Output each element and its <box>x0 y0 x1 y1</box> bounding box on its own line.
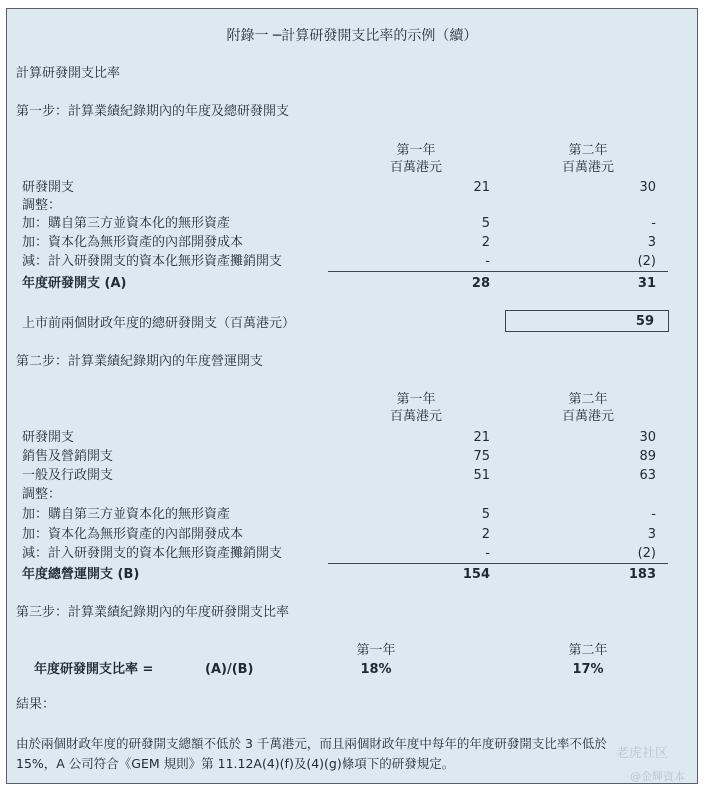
row-year2-value: 30 <box>639 430 656 445</box>
row-year2-value: - <box>651 507 656 522</box>
row-year2-value: - <box>651 216 656 231</box>
step2-year1-header: 第一年 <box>396 392 436 407</box>
ratio-year2-value: 17% <box>572 662 604 677</box>
row-year1-value: 21 <box>473 430 490 445</box>
row-label: 減：計入研發開支的資本化無形資產攤銷開支 <box>22 546 283 561</box>
row-year1-value: 2 <box>481 527 490 542</box>
row-label: 加：購自第三方並資本化的無形資產 <box>22 216 231 231</box>
watermark-handle: @金輝資本 <box>630 770 685 783</box>
total-year2-value: 31 <box>637 276 656 291</box>
ratio-label: 年度研發開支比率 = <box>34 662 154 677</box>
row-label: 研發開支 <box>22 180 75 195</box>
ratio-formula: (A)/(B) <box>205 662 254 677</box>
row-year1-value: 51 <box>473 468 490 483</box>
row-year2-value: (2) <box>637 254 656 269</box>
row-label: 一般及行政開支 <box>22 468 114 483</box>
result-line-2: 15%，A 公司符合《GEM 規則》第 11.12A(4)(f)及(4)(g)條項下的研發規定。 <box>16 756 455 771</box>
row-year1-value: 2 <box>481 235 490 250</box>
subtotal-rule <box>328 563 668 564</box>
step2-year1-unit: 百萬港元 <box>389 409 442 424</box>
row-year1-value: 75 <box>473 449 490 464</box>
step2-year2-unit: 百萬港元 <box>561 409 614 424</box>
row-label: 加：購自第三方並資本化的無形資產 <box>22 507 231 522</box>
total-year1-value: 154 <box>462 567 490 582</box>
row-year1-value: 5 <box>481 216 490 231</box>
row-year1-value: 5 <box>481 507 490 522</box>
row-label: 調整： <box>22 198 62 213</box>
row-label: 銷售及營銷開支 <box>22 449 114 464</box>
ratio-year1-value: 18% <box>360 662 392 677</box>
row-label: 減：計入研發開支的資本化無形資產攤銷開支 <box>22 254 283 269</box>
step2-year2-header: 第二年 <box>568 392 608 407</box>
total-label: 年度研發開支 (A) <box>22 276 127 291</box>
result-line-1: 由於兩個財政年度的研發開支總額不低於 3 千萬港元，而且兩個財政年度中每年的年度研發開支比率不低於 <box>16 736 607 751</box>
total-year2-value: 183 <box>628 567 656 582</box>
step3-year1-header: 第一年 <box>356 643 396 658</box>
step1-heading: 第一步：計算業績紀錄期內的年度及總研發開支 <box>16 104 290 119</box>
subtotal-rule <box>328 271 668 272</box>
result-heading: 結果： <box>16 697 56 712</box>
total-label: 年度總營運開支 (B) <box>22 567 140 582</box>
row-year2-value: (2) <box>637 546 656 561</box>
row-label: 調整： <box>22 487 62 502</box>
row-label: 加：資本化為無形資產的內部開發成本 <box>22 527 244 542</box>
row-year1-value: 21 <box>473 180 490 195</box>
row-year2-value: 63 <box>639 468 656 483</box>
section-subtitle: 計算研發開支比率 <box>16 66 121 81</box>
row-year2-value: 3 <box>647 235 656 250</box>
step3-heading: 第三步：計算業績紀錄期內的年度研發開支比率 <box>16 605 290 620</box>
page-title: 附錄一 ─計算研發開支比率的示例（續） <box>226 28 478 44</box>
step2-heading: 第二步：計算業績紀錄期內的年度營運開支 <box>16 354 264 369</box>
grand-total-value: 59 <box>635 314 654 329</box>
total-year1-value: 28 <box>471 276 490 291</box>
watermark-text: 老虎社区 <box>616 746 669 761</box>
row-label: 加：資本化為無形資產的內部開發成本 <box>22 235 244 250</box>
step1-year1-unit: 百萬港元 <box>389 160 442 175</box>
row-year1-value: - <box>485 546 490 561</box>
row-year2-value: 89 <box>639 449 656 464</box>
step1-year2-header: 第二年 <box>568 143 608 158</box>
row-year2-value: 30 <box>639 180 656 195</box>
step1-year2-unit: 百萬港元 <box>561 160 614 175</box>
row-year1-value: - <box>485 254 490 269</box>
step3-year2-header: 第二年 <box>568 643 608 658</box>
step1-year1-header: 第一年 <box>396 143 436 158</box>
grand-total-label: 上市前兩個財政年度的總研發開支（百萬港元） <box>22 316 296 331</box>
row-label: 研發開支 <box>22 430 75 445</box>
row-year2-value: 3 <box>647 527 656 542</box>
